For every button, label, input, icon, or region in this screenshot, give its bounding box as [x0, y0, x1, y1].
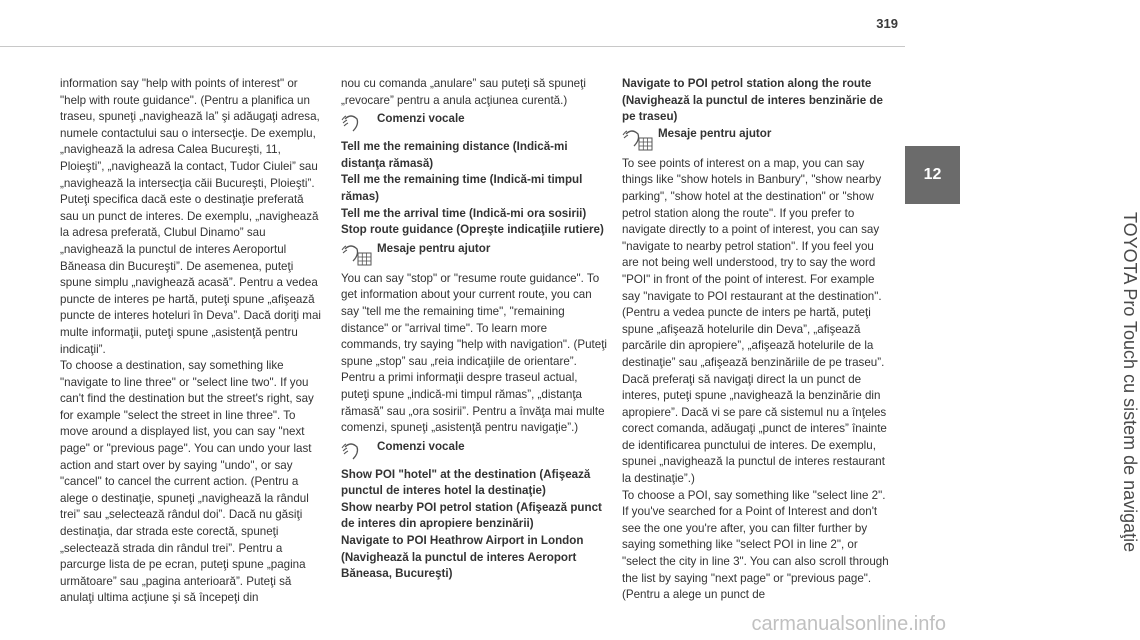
voice-command-icon — [341, 111, 373, 133]
paragraph: To see points of interest on a map, you can say things like "show hotels in Banbury", "show nearby parking", "show hotel at the destination" or "show petrol station along the route". If you prefer to navigate directly to a point of interest, you can say "navigate to nearby petrol station". If you feel you are not being well understood, try to say the word "POI" in front of the point of interest. For example say "navigate to POI restaurant at the destination". (Pentru a vedea puncte de inters pe hartă, puteţi spune „afişează hotelurile din Deva”, „afişează parcările din apropiere”, „afişează hotelurile de la destinaţie” sau „afişează benzinăriile de pe traseu”. Dacă preferaţi să navigaţi direct la un punct de interes, puteţi spune „navighează la benzinărie din apropiere”. Dacă vi se pare că sistemul nu a înţeles corect comanda, adăugaţi „punct de interes” înainte de identificarea punctului de interes. De exemplu, spunei „navighează la punctul de interes restaurant la destinaţie”.) — [622, 156, 887, 486]
voice-commands-heading — [341, 111, 607, 133]
help-messages-label: Mesaje pentru ajutor — [377, 241, 491, 255]
voice-commands-label: Comenzi vocale — [377, 439, 465, 453]
page-number: 319 — [876, 16, 898, 31]
command-line: Show POI "hotel" at the destination (Afişează punctul de interes hotel la destinaţie) — [341, 467, 591, 498]
chapter-title-vertical — [910, 212, 1140, 632]
paragraph: To choose a destination, say something like "navigate to line three" or "select line two". If you can't find the destination but the street's right, say for example "select the street in line three". To move around a displayed list, you can say "next page" or "previous page". You can undo your last action and start over by saying "undo", or say "cancel" to cancel the current action. (Pentru a alege o destinaţie, spuneţi „navighează la rândul trei” sau „selectează rândul doi”. Dacă nu găsiţi destinaţia, dar strada este corectă, spuneţi „selectează strada din rândul trei”. Pentru a parcurge lista de pe ecran, puteţi spune „pagina următoare” sau „pagina anterioară”. Puteţi să anulaţi ultima acţiune şi să începeţi din — [60, 359, 314, 605]
command-line: Navigate to POI Heathrow Airport in London (Navighează la punctul de interes Aeroport Băneasa, Bucureşti) — [341, 534, 584, 581]
paragraph: To choose a POI, say something like "select line 2". If you've searched for a Point of Interest and don't see the one you're after, you can filter further by saying something like "select POI in line 2", or "select the city in line 3". You can also scroll through the list by saying "next page" or "previous page". (Pentru a alege un punct de — [622, 488, 889, 602]
voice-help-icon — [341, 241, 373, 267]
paragraph: You can say "stop" or "resume route guidance". To get information about your current route, you can say "tell me the remaining time", "remaining distance" or "arrival time". To learn more commands, try saying "help with navigation". (Puteţi spune „stop” sau „reia indicaţiile de orientare”. Pentru a primi informaţii despre traseul actual, puteţi spune „indică-mi timpul rămas”, „distanţa rămasă” sau „ora sosirii”. Pentru a învăţa mai multe comenzi, spuneţi „asistenţă pentru navigaţie”.) — [341, 271, 607, 435]
watermark: carmanualsonline.info — [751, 613, 946, 635]
column-2 — [341, 76, 607, 583]
voice-commands-heading — [341, 439, 607, 461]
command-line: Tell me the arrival time (Indică-mi ora sosirii) — [341, 206, 587, 220]
command-line: Show nearby POI petrol station (Afişează punct de interes din apropiere benzinării) — [341, 500, 602, 531]
paragraph: information say "help with points of interest" or "help with route guidance". (Pentru a planifica un traseu, spuneţi „navighează la” şi adăugaţi adresa, numele contactului sau o intersecţie. De exemplu, „navighează la adresa Calea Bucureşti, 11, Ploieşti”, „navighează la contact, Tudor Ciulei” sau „navighează la intersecţia căii Bucureşti, Ploieşti”. Puteţi specifica dacă este o destinaţie preferată sau un punct de interes. De exemplu, „navighează la adresa preferată, Clubul Dinamo” sau „navighează la punctul de interes Aeroportul Băneasa din Bucureşti”. De asemenea, puteţi spune simplu „navighează acasă”. Pentru a vedea puncte de interes pe hartă, puteţi spune „afişează puncte de interes hoteluri în Deva”. Dacă doriţi mai multe informaţii, puteţi spune „asistenţă pentru indicaţii”. — [60, 77, 321, 356]
voice-command-icon — [341, 439, 373, 461]
command-line: Stop route guidance (Opreşte indicaţiile rutiere) — [341, 223, 604, 237]
column-3 — [622, 76, 892, 604]
command-line: Tell me the remaining time (Indică-mi timpul rămas) — [341, 173, 583, 203]
column-1 — [60, 76, 322, 607]
header-rule — [0, 46, 905, 47]
help-messages-heading — [622, 126, 892, 152]
voice-help-icon — [622, 126, 654, 152]
command-line: Tell me the remaining distance (Indică-mi distanţa rămasă) — [341, 140, 568, 170]
voice-commands-label: Comenzi vocale — [377, 112, 465, 126]
help-messages-heading — [341, 241, 607, 267]
help-messages-label: Mesaje pentru ajutor — [658, 126, 772, 140]
chapter-number-box: 12 — [905, 146, 960, 204]
command-line: Navigate to POI petrol station along the route (Navighează la punctul de interes benzinărie de pe traseu) — [622, 77, 883, 124]
paragraph: nou cu comanda „anulare” sau puteţi să spuneţi „revocare” pentru a anula acţiunea curentă.) — [341, 77, 586, 107]
chapter-title-text: TOYOTA Pro Touch cu sistem de navigaţie — [1120, 212, 1140, 553]
